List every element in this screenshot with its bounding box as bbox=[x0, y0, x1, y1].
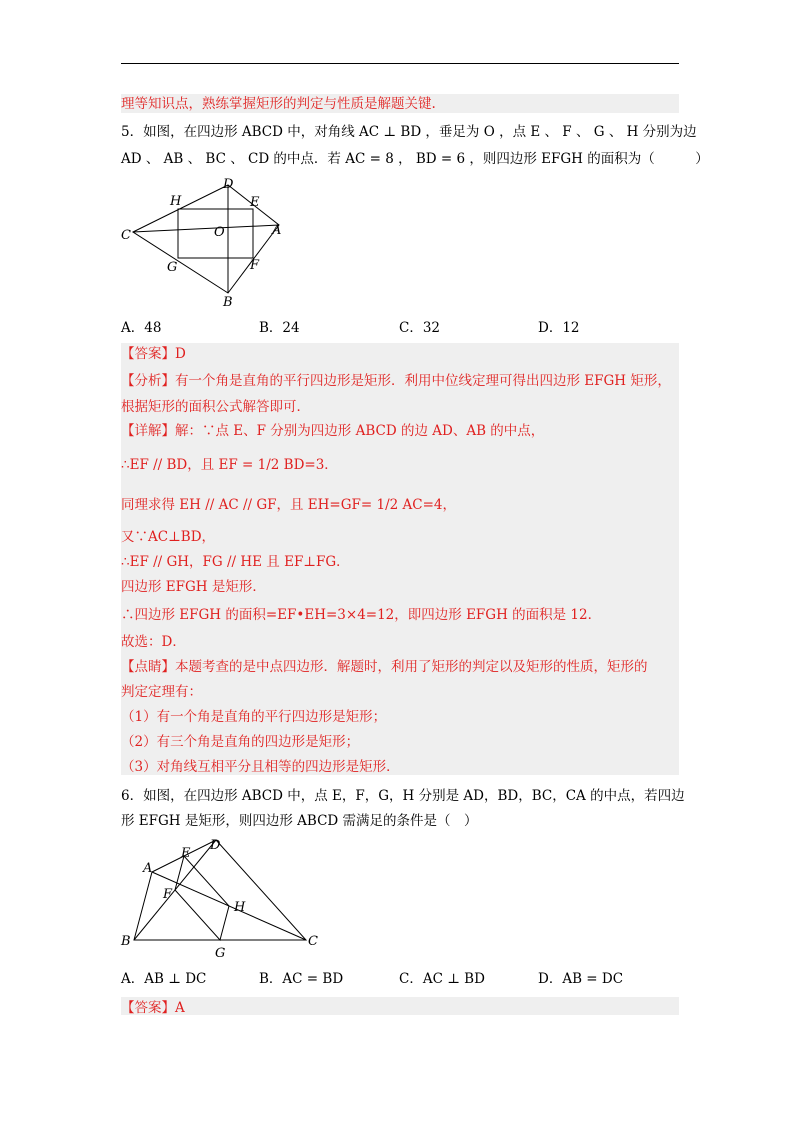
q5-comment-3: （1）有一个角是直角的平行四边形是矩形； bbox=[121, 709, 387, 725]
q5-detail-2: ∴EF // BD，且 EF = 1/2 BD=3． bbox=[121, 457, 338, 473]
q5-detail-7: ∴四边形 EFGH 的面积=EF•EH=3×4=12，即四边形 EFGH 的面积是 12． bbox=[121, 607, 602, 623]
q5-detail-4: 又∵AC⊥BD， bbox=[121, 529, 216, 545]
q6-answer-band bbox=[121, 997, 679, 1015]
q5-analysis-2: 根据矩形的面积公式解答即可． bbox=[121, 399, 310, 415]
q5-detail-5: ∴EF // GH，FG // HE 且 EF⊥FG． bbox=[121, 554, 350, 570]
q5-detail-1: 【详解】解：∵点 E、F 分别为四边形 ABCD 的边 AD、AB 的中点， bbox=[121, 423, 545, 439]
q5-figure bbox=[118, 175, 293, 310]
q5-label-e: E bbox=[250, 195, 260, 210]
q6-stem-line-1: 6．如图，在四边形 ABCD 中，点 E，F，G，H 分别是 AD，BD，BC，CA 的中点，若四边 bbox=[121, 788, 685, 804]
q6-option-a: A．AB ⊥ DC bbox=[121, 971, 207, 987]
q5-label-d: D bbox=[223, 177, 234, 192]
q5-comment-5: （3）对角线互相平分且相等的四边形是矩形． bbox=[121, 759, 400, 775]
q5-option-a: A．48 bbox=[121, 320, 162, 336]
q5-label-a: A bbox=[272, 223, 282, 238]
q6-option-c: C．AC ⊥ BD bbox=[399, 971, 485, 987]
q5-detail-6: 四边形 EFGH 是矩形． bbox=[121, 579, 266, 595]
q5-option-d: D．12 bbox=[538, 320, 580, 336]
q6-option-d: D．AB = DC bbox=[538, 971, 624, 987]
q5-label-h: H bbox=[170, 194, 182, 209]
q5-analysis-1: 【分析】有一个角是直角的平行四边形是矩形．利用中位线定理可得出四边形 EFGH 矩形， bbox=[121, 373, 671, 389]
q5-label-c: C bbox=[121, 228, 131, 243]
q5-option-b: B．24 bbox=[259, 320, 300, 336]
q6-quad-abcd bbox=[134, 840, 306, 940]
q6-label-d: D bbox=[210, 838, 221, 853]
q5-label-b: B bbox=[223, 295, 233, 310]
q6-label-b: B bbox=[121, 934, 131, 949]
header-rule bbox=[121, 63, 679, 64]
q6-option-b: B．AC = BD bbox=[259, 971, 344, 987]
q6-label-h: H bbox=[234, 900, 246, 915]
prev-solution-tail: 理等知识点，熟练掌握矩形的判定与性质是解题关键. bbox=[121, 96, 436, 112]
q5-label-g: G bbox=[167, 260, 178, 275]
q6-answer: 【答案】A bbox=[121, 1000, 185, 1016]
q5-detail-3: 同理求得 EH // AC // GF，且 EH=GF= 1/2 AC=4， bbox=[121, 497, 456, 513]
q5-diagonal-ac bbox=[133, 225, 279, 232]
q5-comment-4: （2）有三个角是直角的四边形是矩形； bbox=[121, 734, 360, 750]
q5-answer: 【答案】D bbox=[121, 346, 186, 362]
q5-detail-8: 故选：D． bbox=[121, 634, 186, 650]
q5-stem-line-2: AD 、 AB 、 BC 、 CD 的中点．若 AC = 8 ， BD = 6 ，则四边形 EFGH 的面积为（ ） bbox=[121, 151, 709, 167]
q5-stem-line-1: 5．如图，在四边形 ABCD 中，对角线 AC ⊥ BD ，垂足为 O ，点 E 、 F 、 G 、 H 分别为边 bbox=[121, 124, 697, 140]
q6-label-f: F bbox=[163, 887, 173, 902]
q6-label-e: E bbox=[181, 846, 191, 861]
q5-comment-2: 判定定理有： bbox=[121, 684, 202, 700]
q6-label-a: A bbox=[143, 861, 153, 876]
q6-label-g: G bbox=[215, 946, 226, 960]
q6-figure bbox=[118, 836, 328, 960]
q6-rect-efgh bbox=[175, 856, 229, 940]
q5-label-o: O bbox=[214, 225, 225, 240]
q6-stem-line-2: 形 EFGH 是矩形，则四边形 ABCD 需满足的条件是（ ） bbox=[121, 813, 478, 829]
q5-option-c: C．32 bbox=[399, 320, 441, 336]
q5-comment-1: 【点睛】本题考查的是中点四边形．解题时，利用了矩形的判定以及矩形的性质，矩形的 bbox=[121, 659, 648, 675]
q5-label-f: F bbox=[250, 258, 260, 273]
q6-label-c: C bbox=[308, 934, 318, 949]
